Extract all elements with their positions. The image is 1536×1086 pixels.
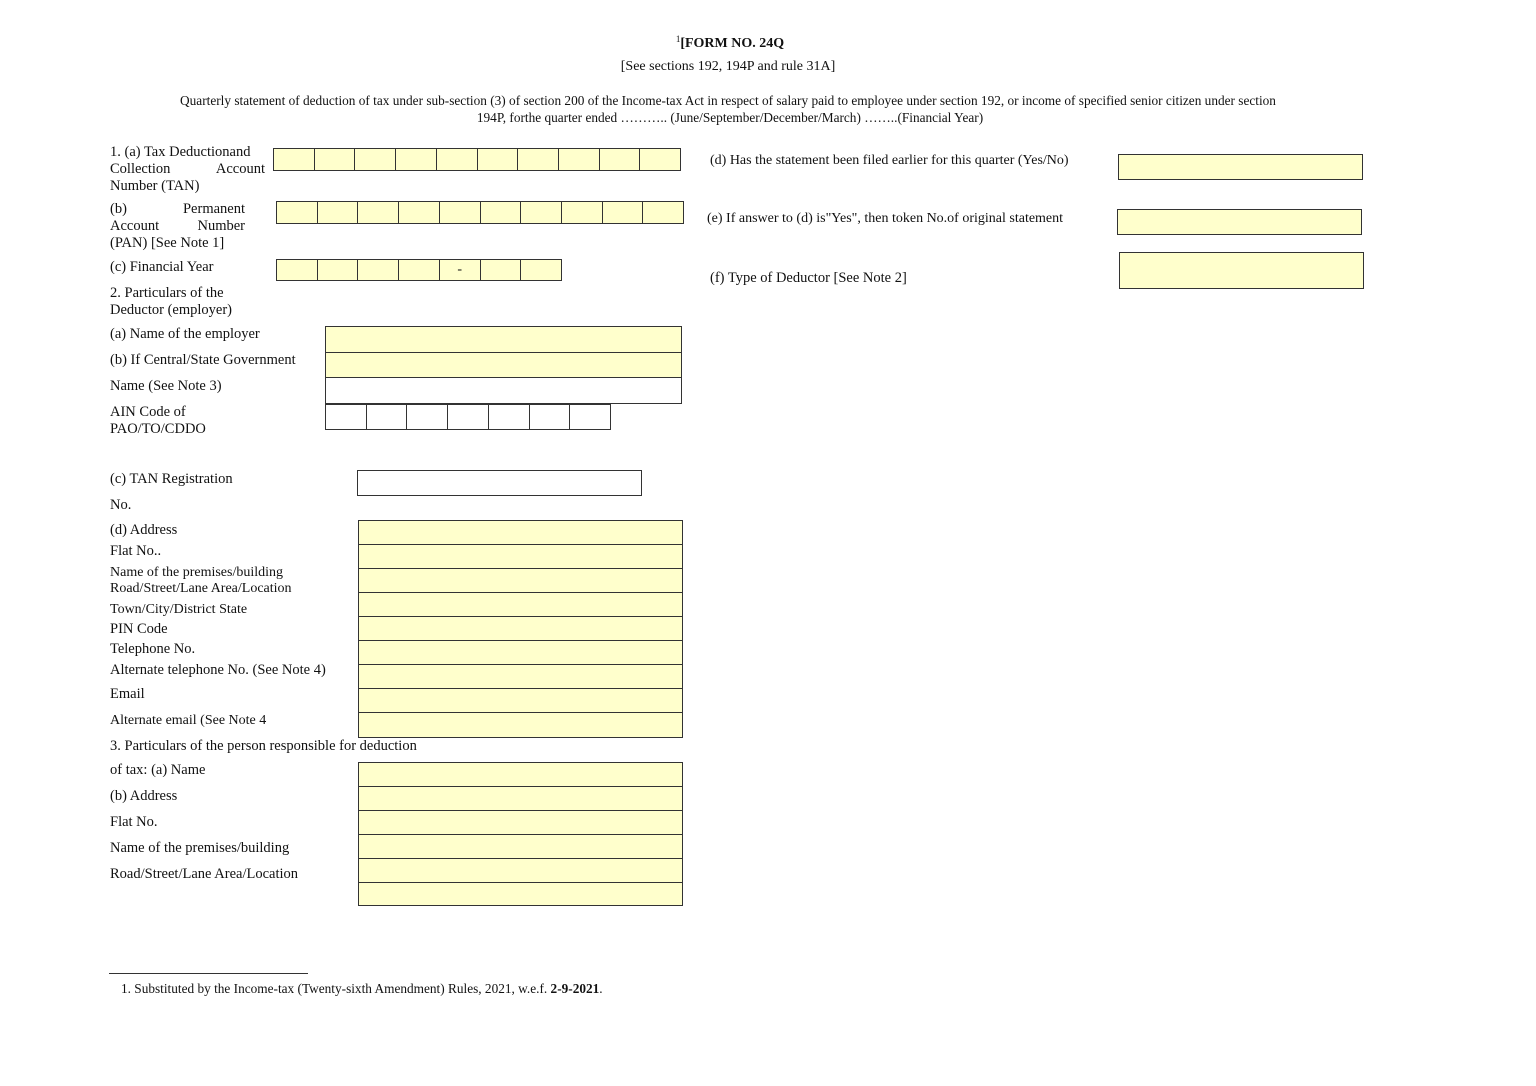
tan-label-line1: 1. (a) Tax Deductionand <box>110 144 251 160</box>
town-label: Town/City/District State <box>110 602 248 617</box>
responsible-premises-field[interactable] <box>358 834 683 859</box>
responsible-flat-field[interactable] <box>358 810 683 835</box>
ain-char-cell[interactable] <box>406 405 447 429</box>
deductor-type-label: (f) Type of Deductor [See Note 2] <box>710 270 907 286</box>
tan-char-cell[interactable] <box>354 149 395 170</box>
employer-fields-stack <box>325 326 682 404</box>
email-label: Email <box>110 686 145 702</box>
tan-char-cell[interactable] <box>517 149 558 170</box>
govt-field[interactable] <box>325 352 682 378</box>
fy-char-cell[interactable] <box>277 260 317 280</box>
town-field[interactable] <box>358 592 683 617</box>
employer-name-label: (a) Name of the employer <box>110 326 260 342</box>
deductor-type-field[interactable] <box>1119 252 1364 289</box>
pan-label-line2a: Account <box>110 218 160 234</box>
section2-heading <box>110 285 232 319</box>
responsible-name-field[interactable] <box>358 762 683 787</box>
responsible-address-field[interactable] <box>358 786 683 811</box>
pan-label <box>110 201 245 252</box>
form-title <box>0 34 1460 52</box>
pan-char-cell[interactable] <box>317 202 358 223</box>
alt-email-field[interactable] <box>358 712 683 738</box>
ain-char-cell[interactable] <box>529 405 570 429</box>
ain-char-cell[interactable] <box>488 405 529 429</box>
tan-input-grid[interactable] <box>273 148 681 171</box>
pin-label: PIN Code <box>110 621 168 637</box>
tan-registration-field[interactable] <box>357 470 642 496</box>
tan-label-line3: Number (TAN) <box>110 178 200 194</box>
govt-label: (b) If Central/State Government <box>110 352 296 368</box>
responsible-road-label: Road/Street/Lane Area/Location <box>110 866 299 882</box>
ain-char-cell[interactable] <box>326 405 366 429</box>
ain-code-label <box>110 404 206 438</box>
pan-char-cell[interactable] <box>520 202 561 223</box>
fy-separator-cell: - <box>439 260 480 280</box>
road-label: Road/Street/Lane Area/Location <box>110 581 292 596</box>
form-title-text: [FORM NO. 24Q <box>680 36 785 51</box>
pan-char-cell[interactable] <box>398 202 439 223</box>
form-subtitle: [See sections 192, 194P and rule 31A] <box>620 59 836 74</box>
financial-year-grid[interactable] <box>276 259 562 281</box>
ain-code-grid[interactable] <box>325 404 611 430</box>
premises-label: Name of the premises/building <box>110 565 284 580</box>
fy-char-cell[interactable] <box>480 260 521 280</box>
ain-label-line2: PAO/TO/CDDO <box>110 421 206 437</box>
tan-label-line2b: Account <box>215 161 265 177</box>
tan-char-cell[interactable] <box>599 149 640 170</box>
alt-email-label: Alternate email (See Note 4 <box>110 713 267 728</box>
fy-char-cell[interactable] <box>357 260 398 280</box>
tan-char-cell[interactable] <box>274 149 314 170</box>
alt-telephone-field[interactable] <box>358 664 683 689</box>
responsible-fields-stack <box>358 762 683 906</box>
pan-char-cell[interactable] <box>561 202 602 223</box>
govt-name-field[interactable] <box>325 377 682 404</box>
ain-char-cell[interactable] <box>366 405 407 429</box>
section3-heading: 3. Particulars of the person responsible for deduction <box>110 738 417 754</box>
pan-char-cell[interactable] <box>642 202 683 223</box>
tan-label <box>110 144 265 195</box>
footnote-text: 1. Substituted by the Income-tax (Twenty-sixth Amendment) Rules, 2021, w.e.f. <box>121 981 551 996</box>
alt-telephone-label: Alternate telephone No. (See Note 4) <box>110 662 326 678</box>
tan-registration-label-line2: No. <box>110 497 132 513</box>
tan-char-cell[interactable] <box>395 149 436 170</box>
ain-char-cell[interactable] <box>569 405 610 429</box>
form-description-line1: Quarterly statement of deduction of tax under sub-section (3) of section 200 of the Income-tax Act in respect of salary paid to employee under section 192, or income of specified senior citizen under section <box>180 93 1276 108</box>
filed-earlier-label: (d) Has the statement been filed earlier for this quarter (Yes/No) <box>710 153 1069 168</box>
telephone-field[interactable] <box>358 640 683 665</box>
flat-field[interactable] <box>358 544 683 569</box>
pan-input-grid[interactable] <box>276 201 684 224</box>
tan-char-cell[interactable] <box>314 149 355 170</box>
responsible-premises-label: Name of the premises/building <box>110 840 290 856</box>
telephone-label: Telephone No. <box>110 641 196 657</box>
responsible-name-label: of tax: (a) Name <box>110 762 206 778</box>
tan-char-cell[interactable] <box>477 149 518 170</box>
fy-char-cell[interactable] <box>520 260 561 280</box>
ain-label-line1: AIN Code of <box>110 404 186 420</box>
address-field[interactable] <box>358 520 683 545</box>
pan-label-line1a: (b) <box>110 201 127 217</box>
section2-heading-line1: 2. Particulars of the <box>110 285 224 301</box>
pan-label-line1b: Permanent <box>182 201 245 217</box>
fy-char-cell[interactable] <box>398 260 439 280</box>
responsible-extra-field[interactable] <box>358 882 683 906</box>
footnote <box>121 980 603 997</box>
responsible-flat-label: Flat No. <box>110 814 158 830</box>
section2-heading-line2: Deductor (employer) <box>110 302 232 318</box>
financial-year-label: (c) Financial Year <box>110 259 214 275</box>
title-superscript: 1 <box>675 34 681 44</box>
tan-label-line2a: Collection <box>110 161 171 177</box>
address-label: (d) Address <box>110 522 178 538</box>
email-field[interactable] <box>358 688 683 713</box>
pan-label-line2b: Number <box>197 218 245 234</box>
responsible-address-label: (b) Address <box>110 788 178 804</box>
premises-field[interactable] <box>358 568 683 593</box>
pan-char-cell[interactable] <box>277 202 317 223</box>
footnote-date: 2-9-2021 <box>550 981 600 996</box>
pan-char-cell[interactable] <box>602 202 643 223</box>
token-number-field[interactable] <box>1117 209 1362 235</box>
fy-char-cell[interactable] <box>317 260 358 280</box>
flat-label: Flat No.. <box>110 543 162 559</box>
pan-label-line3: (PAN) [See Note 1] <box>110 235 225 251</box>
employer-name-field[interactable] <box>325 326 682 353</box>
footnote-end: . <box>599 981 603 996</box>
pan-char-cell[interactable] <box>480 202 521 223</box>
tan-char-cell[interactable] <box>558 149 599 170</box>
footnote-divider <box>109 973 308 974</box>
govt-name-label: Name (See Note 3) <box>110 378 222 394</box>
tan-registration-label: (c) TAN Registration <box>110 471 233 487</box>
token-number-label: (e) If answer to (d) is"Yes", then token No.of original statement <box>707 211 1064 226</box>
filed-earlier-field[interactable] <box>1118 154 1363 180</box>
responsible-road-field[interactable] <box>358 858 683 883</box>
pan-char-cell[interactable] <box>439 202 480 223</box>
ain-char-cell[interactable] <box>447 405 488 429</box>
pan-char-cell[interactable] <box>357 202 398 223</box>
pin-field[interactable] <box>358 616 683 641</box>
form-description-line2: 194P, forthe quarter ended ……….. (June/September/December/March) ……..(Financial Year) <box>476 110 984 125</box>
tan-char-cell[interactable] <box>639 149 680 170</box>
address-fields-stack <box>358 520 683 738</box>
tan-char-cell[interactable] <box>436 149 477 170</box>
